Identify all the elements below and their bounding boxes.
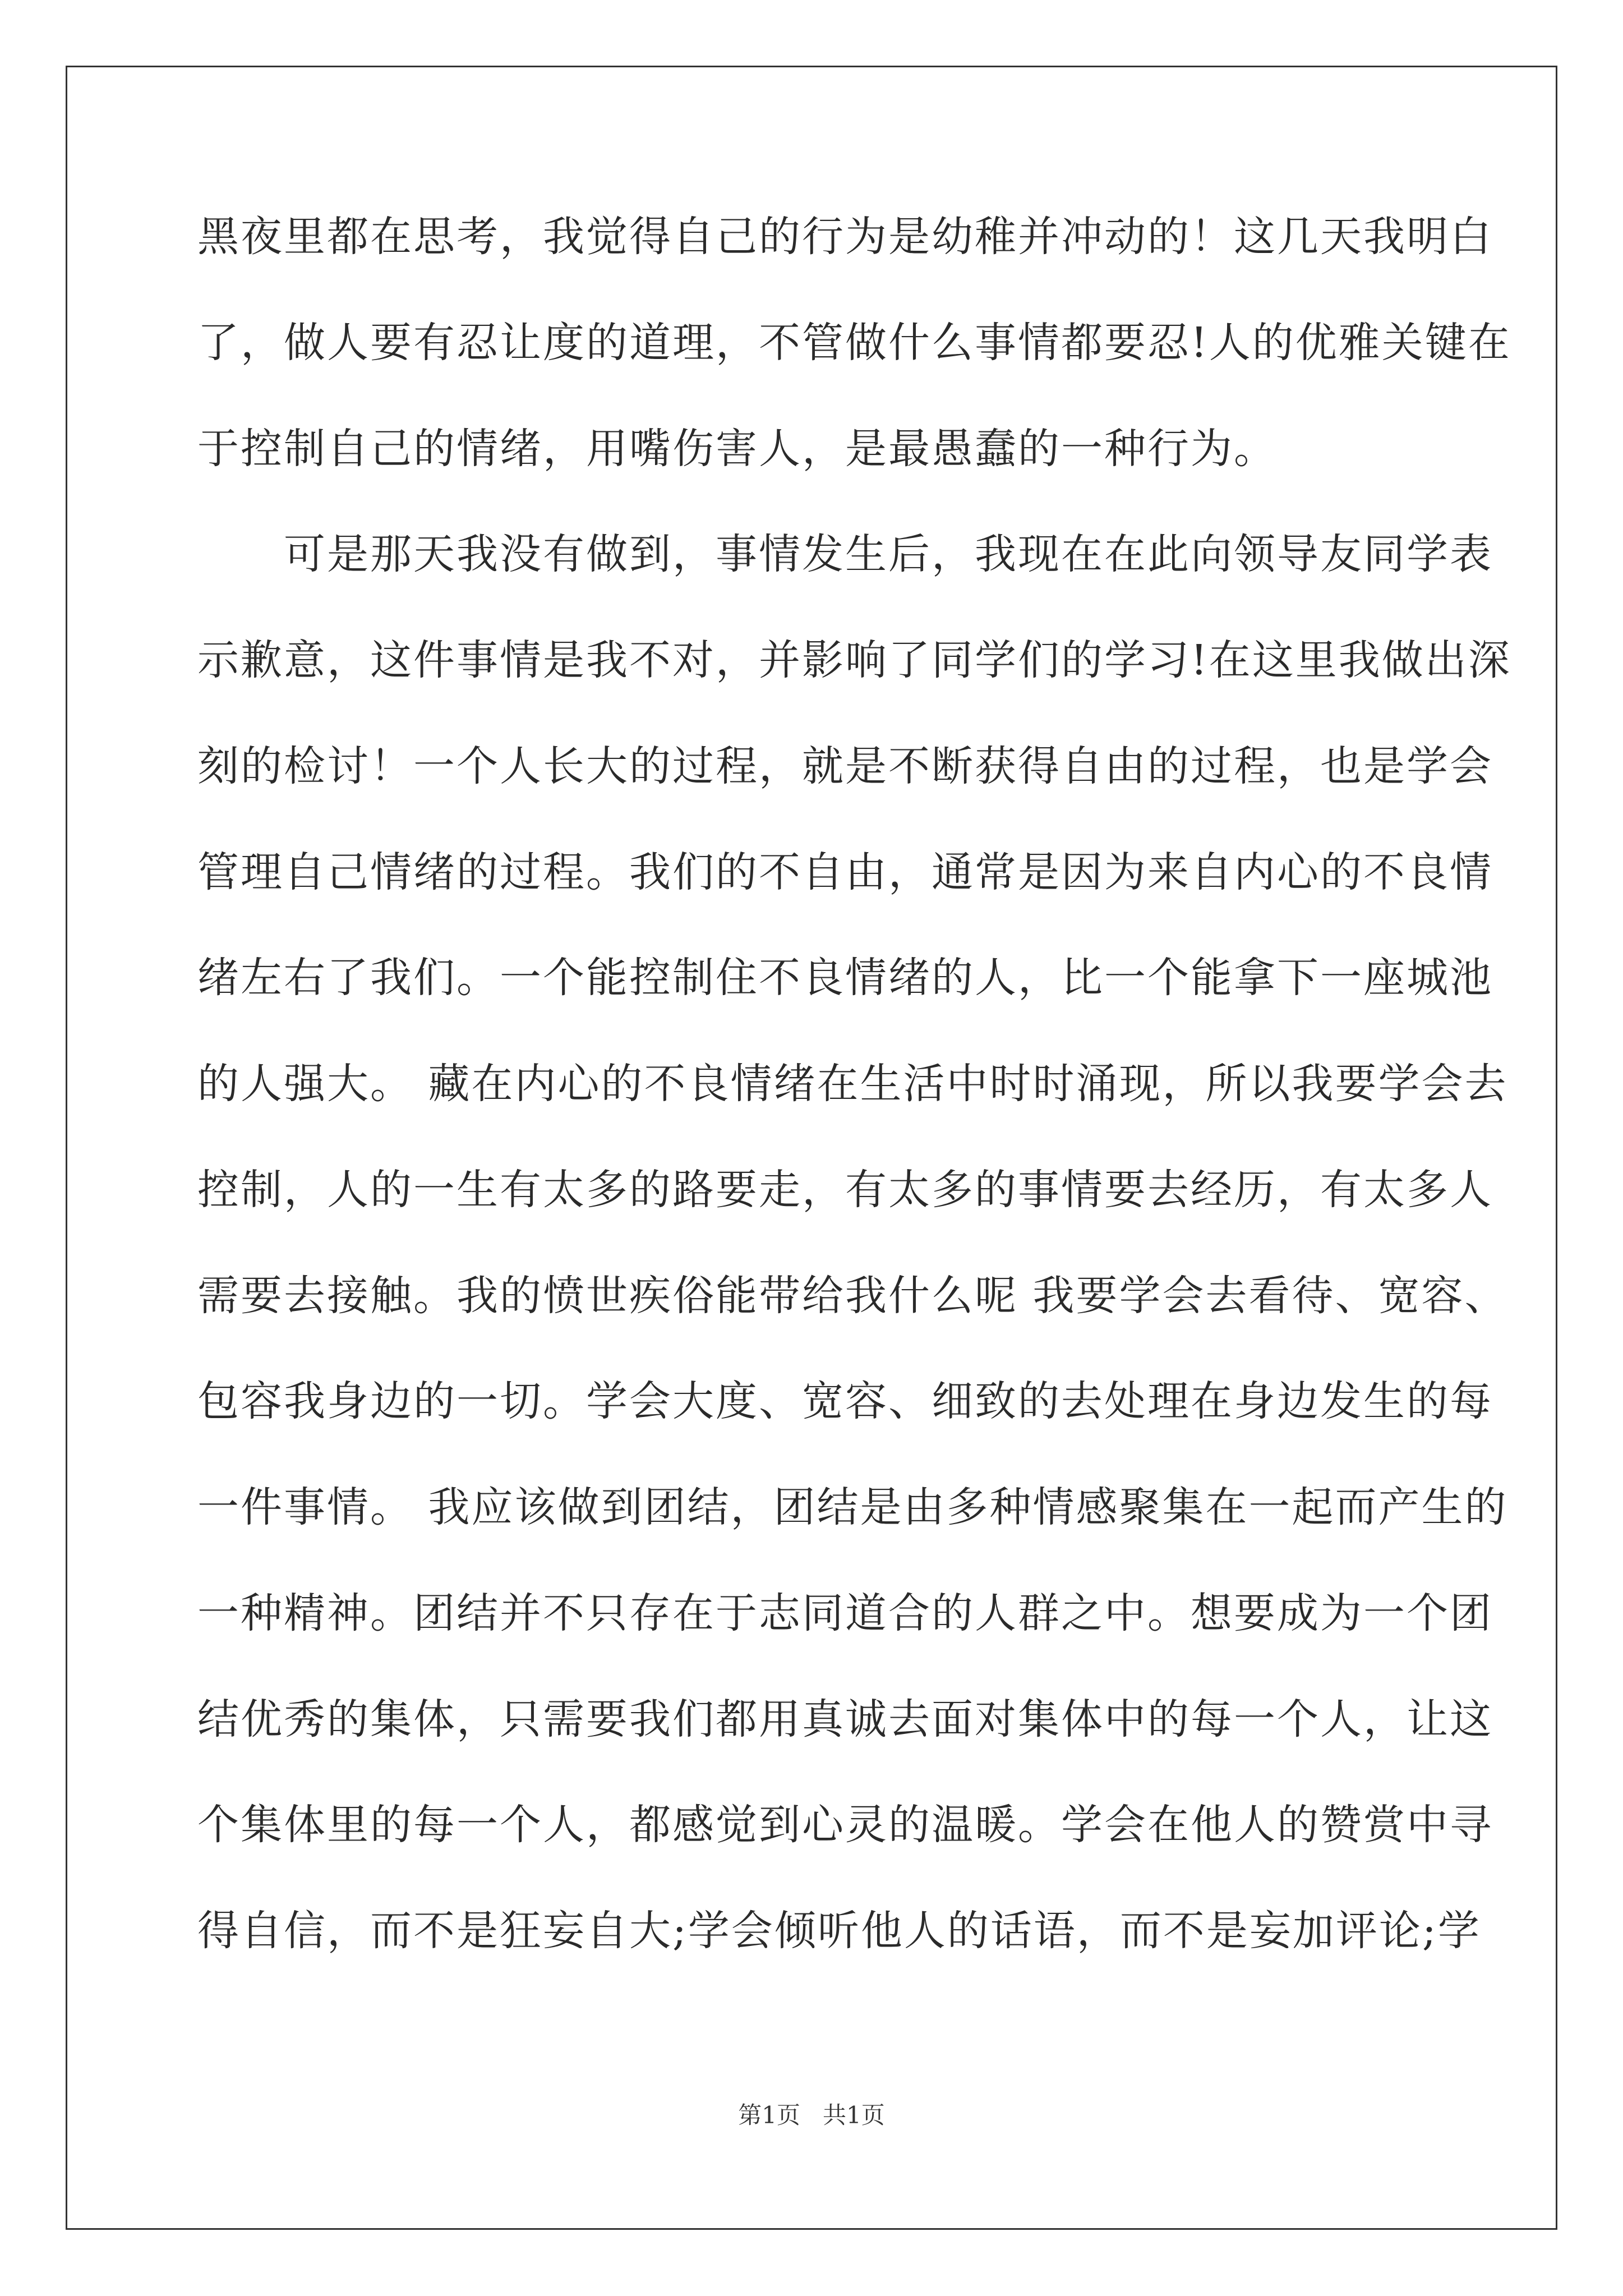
text-line: 了，做人要有忍让度的道理，不管做什么事情都要忍!人的优雅关键在 bbox=[197, 319, 1511, 367]
text-line: 管理自己情绪的过程。我们的不自由，通常是因为来自内心的不良情 bbox=[197, 848, 1493, 896]
text-line: 黑夜里都在思考，我觉得自己的行为是幼稚并冲动的！这几天我明白 bbox=[197, 213, 1493, 261]
text-line: 结优秀的集体，只需要我们都用真诚去面对集体中的每一个人，让这 bbox=[197, 1695, 1493, 1743]
text-line: 个集体里的每一个人，都感觉到心灵的温暖。学会在他人的赞赏中寻 bbox=[197, 1801, 1493, 1849]
text-line: 包容我身边的一切。学会大度、宽容、细致的去处理在身边发生的每 bbox=[197, 1377, 1493, 1425]
text-line: 一件事情。 我应该做到团结，团结是由多种情感聚集在一起而产生的 bbox=[197, 1483, 1508, 1531]
text-line: 一种精神。团结并不只存在于志同道合的人群之中。想要成为一个团 bbox=[197, 1589, 1493, 1637]
text-line: 于控制自己的情绪，用嘴伤害人，是最愚蠢的一种行为。 bbox=[197, 425, 1277, 473]
text-line: 控制，人的一生有太多的路要走，有太多的事情要去经历，有太多人 bbox=[197, 1166, 1493, 1214]
text-line: 示歉意，这件事情是我不对，并影响了同学们的学习!在这里我做出深 bbox=[197, 636, 1511, 684]
text-line: 绪左右了我们。一个能控制住不良情绪的人，比一个能拿下一座城池 bbox=[197, 954, 1493, 1002]
text-line: 得自信，而不是狂妄自大;学会倾听他人的话语，而不是妄加评论;学 bbox=[197, 1907, 1481, 1955]
text-line: 需要去接触。我的愤世疾俗能带给我什么呢 我要学会去看待、宽容、 bbox=[197, 1272, 1508, 1320]
text-line: 可是那天我没有做到，事情发生后，我现在在此向领导友同学表 bbox=[197, 530, 1493, 578]
text-line: 刻的检讨！一个人长大的过程，就是不断获得自由的过程，也是学会 bbox=[197, 742, 1493, 790]
text-line: 的人强大。 藏在内心的不良情绪在生活中时时涌现，所以我要学会去 bbox=[197, 1060, 1508, 1108]
page-footer: 第1页 共1页 bbox=[738, 2101, 885, 2129]
